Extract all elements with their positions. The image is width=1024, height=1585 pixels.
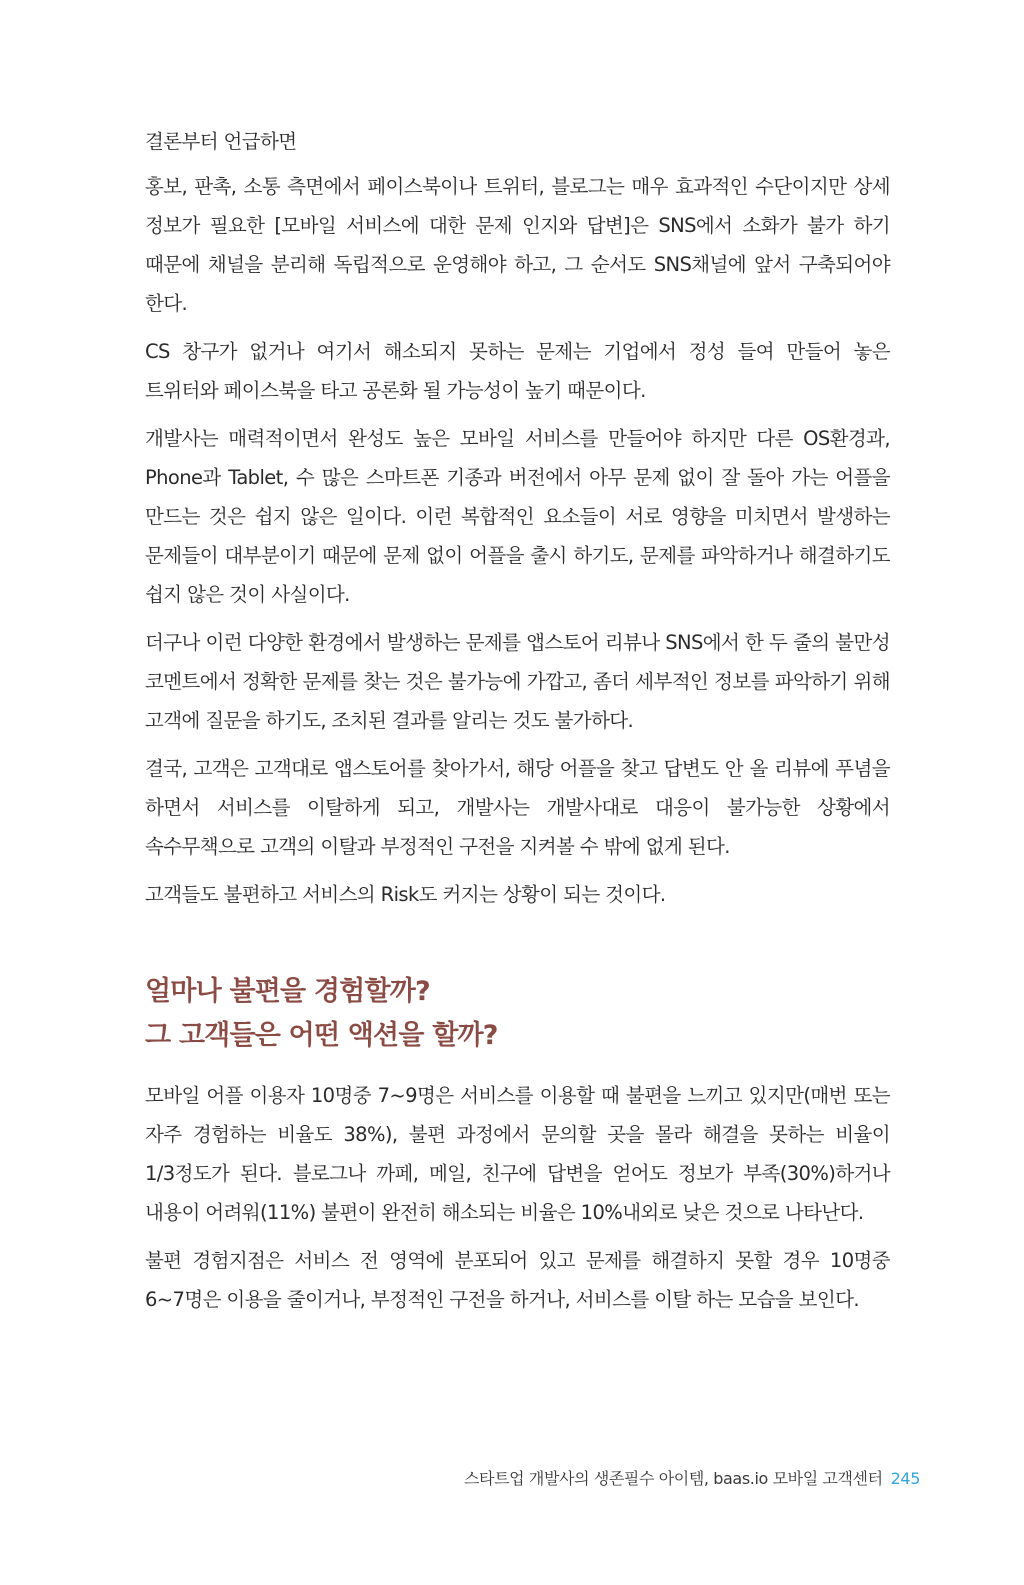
footer-book-title: 스타트업 개발사의 생존필수 아이템, baas.io 모바일 고객센터 <box>464 1469 883 1488</box>
page-number: 245 <box>890 1469 920 1488</box>
paragraph-cs-window: CS 창구가 없거나 여기서 해소되지 못하는 문제는 기업에서 정성 들여 만들어 놓은 트위터와 페이스북을 타고 공론화 될 가능성이 높기 때문이다. <box>145 340 890 402</box>
page-body <box>145 122 890 1319</box>
paragraph-risk: 고객들도 불편하고 서비스의 Risk도 커지는 상황이 되는 것이다. <box>145 883 666 906</box>
paragraph-survey-stats: 모바일 어플 이용자 10명중 7~9명은 서비스를 이용할 때 불편을 느끼고 있지만(매번 또는 자주 경험하는 비율도 38%), 불편 과정에서 문의할 곳을 몰라 해결을 못하는 비율이 1/3정도가 된다. 블로그나 까페, 메일, 친구에 답변을 얻어도 정보가 부족(30%)하거나 내용이 어려워(11%) 불편이 완전히 해소되는 비율은 10%내외로 낮은 것으로 나타난다. <box>145 1084 890 1224</box>
paragraph-review-limits: 더구나 이런 다양한 환경에서 발생하는 문제를 앱스토어 리뷰나 SNS에서 한 두 줄의 불만성 코멘트에서 정확한 문제를 찾는 것은 불가능에 가깝고, 좀더 세부적인 정보를 파악하기 위해 고객에 질문을 하기도, 조치된 결과를 알리는 것도 불가하다. <box>145 631 890 732</box>
section-heading <box>145 970 890 1058</box>
paragraph-developer-difficulty: 개발사는 매력적이면서 완성도 높은 모바일 서비스를 만들어야 하지만 다른 OS환경과, Phone과 Tablet, 수 많은 스마트폰 기종과 버전에서 아무 문제 없이 잘 돌아 가는 어플을 만드는 것은 쉽지 않은 일이다. 이런 복합적인 요소들이 서로 영향을 미치면서 발생하는 문제들이 대부분이기 때문에 문제 없이 어플을 출시 하기도, 문제를 파악하거나 해결하기도 쉽지 않은 것이 사실이다. <box>145 427 890 606</box>
paragraph-sns-channel: 홍보, 판촉, 소통 측면에서 페이스북이나 트위터, 블로그는 매우 효과적인 수단이지만 상세 정보가 필요한 [모바일 서비스에 대한 문제 인지와 답변]은 SNS에서 소화가 불가 하기 때문에 채널을 분리해 독립적으로 운영해야 하고, 그 순서도 SNS채널에 앞서 구축되어야 한다. <box>145 175 890 315</box>
page-footer <box>464 1466 920 1489</box>
section-heading-line2: 그 고객들은 어떤 액션을 할까? <box>145 1020 498 1051</box>
intro-line: 결론부터 언급하면 <box>145 130 297 153</box>
paragraph-customer-churn: 결국, 고객은 고객대로 앱스토어를 찾아가서, 해당 어플을 찾고 답변도 안 올 리뷰에 푸념을 하면서 서비스를 이탈하게 되고, 개발사는 개발사대로 대응이 불가능한 상황에서 속수무책으로 고객의 이탈과 부정적인 구전을 지켜볼 수 밖에 없게 된다. <box>145 757 890 858</box>
paragraph-experience-points: 불편 경험지점은 서비스 전 영역에 분포되어 있고 문제를 해결하지 못할 경우 10명중 6~7명은 이용을 줄이거나, 부정적인 구전을 하거나, 서비스를 이탈 하는 모습을 보인다. <box>145 1249 890 1311</box>
section-heading-line1: 얼마나 불편을 경험할까? <box>145 976 430 1007</box>
